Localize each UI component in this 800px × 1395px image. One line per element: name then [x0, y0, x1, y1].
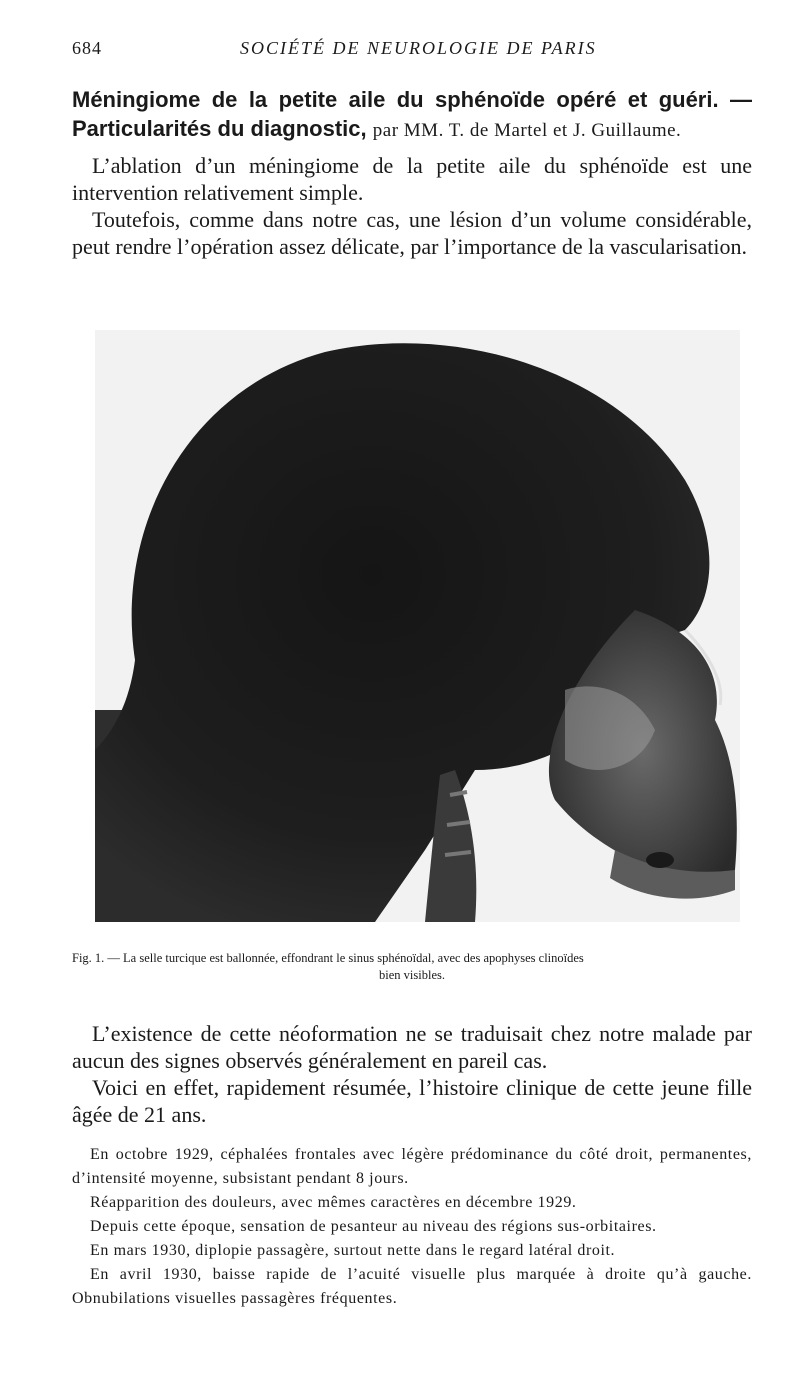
intro-text [72, 152, 752, 260]
paragraph: Réapparition des douleurs, avec mêmes caractères en décembre 1929. [90, 1194, 577, 1211]
article-title: Méningiome de la petite aile du sphénoïde opéré et guéri. — Particularités du diagnostic, [72, 87, 752, 141]
paragraph: Voici en effet, rapidement résumée, l’histoire clinique de cette jeune fille âgée de 21 ans. [72, 1075, 752, 1127]
paragraph: L’ablation d’un méningiome de la petite aile du sphénoïde est une intervention relativement simple. [72, 153, 752, 205]
paragraph: L’existence de cette néoformation ne se traduisait chez notre malade par aucun des signes observés généralement en pareil cas. [72, 1021, 752, 1073]
journal-title: SOCIÉTÉ DE NEUROLOGIE DE PARIS [240, 38, 597, 58]
page-number: 684 [72, 38, 102, 58]
main-text [72, 1020, 752, 1128]
article-authors: par MM. T. de Martel et J. Guillaume. [372, 120, 682, 141]
caption-line-2: bien visibles. [379, 968, 445, 982]
paragraph: En mars 1930, diplopie passagère, surtout nette dans le regard latéral droit. [90, 1242, 616, 1259]
paragraph: Toutefois, comme dans notre cas, une lésion d’un volume considérable, peut rendre l’opération assez délicate, par l’importance de la vascularisation. [72, 207, 752, 259]
running-header [72, 38, 752, 62]
paragraph: En avril 1930, baisse rapide de l’acuité visuelle plus marquée à droite qu’à gauche. Obnubilations visuelles passagères fréquentes. [72, 1266, 752, 1307]
caption-line-1: Fig. 1. — La selle turcique est ballonnée, effondrant le sinus sphénoïdal, avec des apophyses clinoïdes [72, 951, 584, 965]
figure-caption [72, 950, 752, 984]
paragraph: Depuis cette époque, sensation de pesanteur au niveau des régions sus-orbitaires. [90, 1218, 657, 1235]
article-title-block [72, 85, 752, 145]
paragraph: En octobre 1929, céphalées frontales avec légère prédominance du côté droit, permanentes, d’intensité moyenne, subsistant pendant 8 jours. [72, 1146, 752, 1187]
skull-radiograph-figure [95, 330, 740, 922]
clinical-history [72, 1143, 752, 1311]
skull-radiograph-image [95, 330, 740, 922]
